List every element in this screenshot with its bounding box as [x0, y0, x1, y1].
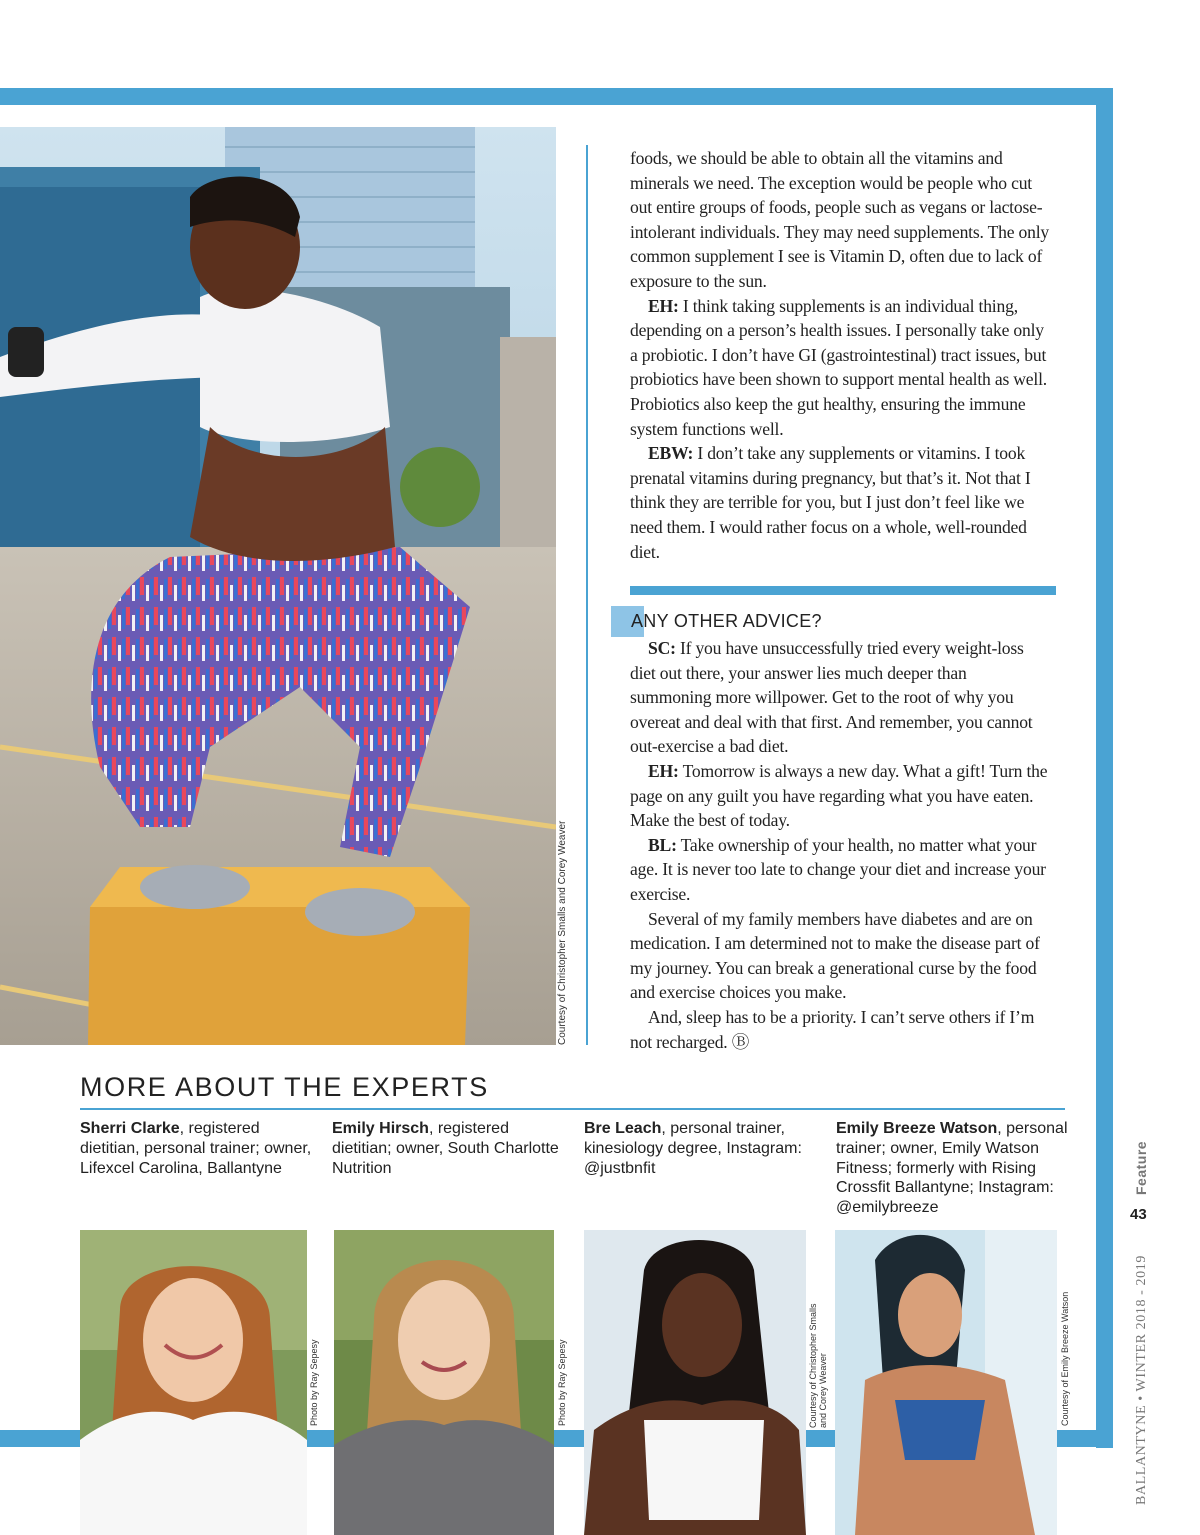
speaker-label: EBW: — [648, 443, 694, 464]
end-mark-icon: Ⓑ — [731, 1031, 750, 1052]
answer-text: Take ownership of your health, no matter what your age. It is never too late to change your diet and increase your exercise. — [630, 834, 1046, 904]
frame-top-bar — [0, 88, 1113, 105]
paragraph-continued: foods, we should be able to obtain all the vitamins and minerals we need. The exception would be people who cut out entire groups of foods, people such as vegans or lactose-intolerant individuals. They may need supplements. The only common supplement I see is Vitamin D, often due to lack of exposure to the sun. — [630, 148, 1050, 291]
paragraph-eh-supplements — [630, 294, 1050, 442]
main-photo-woman-squatting — [0, 127, 556, 1045]
expert-desc: , personal trainer, kinesiology degree, Instagram: @justbnfit — [584, 1120, 802, 1177]
answer-text: And, sleep has to be a priority. I can’t serve others if I’m not recharged. — [630, 1006, 1035, 1052]
headshot-credit — [808, 1303, 828, 1428]
column-rule — [586, 145, 588, 1045]
expert-name: Sherri Clarke — [80, 1120, 180, 1137]
expert-bio-emily-hirsch — [332, 1119, 564, 1178]
section-divider-bar — [630, 586, 1056, 595]
expert-desc: , personal trainer; owner, Emily Watson Fitness; formerly with Rising Crossfit Ballantyne; Instagram: @emilybreeze — [836, 1120, 1068, 1217]
expert-bio-emily-breeze-watson — [836, 1119, 1068, 1218]
experts-rule — [80, 1108, 1065, 1110]
article-top-block — [630, 146, 1050, 564]
headshot-emily-breeze-watson — [835, 1230, 1057, 1535]
headshot-credit-line-1: Courtesy of Christopher Smalls — [808, 1303, 818, 1428]
section-label: Feature — [1133, 1140, 1149, 1195]
expert-name: Emily Breeze Watson — [836, 1120, 998, 1137]
answer-text: I think taking supplements is an individual thing, depending on a person’s health issues. I personally take only a probiotic. I don’t have GI (gastrointestinal) tract issues, but probiotics have been shown to support mental health as well. Probiotics also keep the gut healthy, ensuring the immune system functions well. — [630, 295, 1047, 439]
headshot-credit: Photo by Ray Sepesy — [309, 1339, 319, 1426]
speaker-label: EH: — [648, 295, 679, 316]
speaker-label: BL: — [648, 834, 677, 855]
paragraph-ebw-supplements — [630, 441, 1050, 564]
experts-heading: MORE ABOUT THE EXPERTS — [80, 1072, 489, 1102]
expert-name: Bre Leach — [584, 1120, 662, 1137]
answer-text: If you have unsuccessfully tried every weight-loss diet out there, your answer lies much deeper than summoning more willpower. Get to the root of why you overeat and deal with that first. And remember, you cannot out-exercise a bad diet. — [630, 638, 1033, 757]
paragraph-eh-advice — [630, 759, 1050, 833]
question-heading: ANY OTHER ADVICE? — [631, 611, 822, 631]
headshot-credit-line-2: and Corey Weaver — [818, 1353, 828, 1428]
page-number: 43 — [1130, 1206, 1147, 1223]
expert-bio-bre-leach — [584, 1119, 816, 1178]
paragraph-bl-family: Several of my family members have diabetes and are on medication. I am determined not to make the disease part of my journey. You can break a generational curse by the food and exercise choices you make. — [630, 908, 1040, 1003]
speaker-label: SC: — [648, 638, 676, 658]
expert-desc: , registered dietitian, personal trainer; owner, Lifexcel Carolina, Ballantyne — [80, 1120, 312, 1177]
paragraph-bl-advice — [630, 833, 1050, 907]
expert-name: Emily Hirsch — [332, 1120, 429, 1137]
answer-text: Tomorrow is always a new day. What a gift! Turn the page on any guilt you have regarding what you have eaten. Make the best of today. — [630, 760, 1048, 831]
frame-right-bar — [1096, 88, 1113, 1448]
speaker-label: EH: — [648, 760, 679, 781]
expert-desc: , registered dietitian; owner, South Charlotte Nutrition — [332, 1120, 559, 1177]
paragraph-sc-advice — [630, 636, 1050, 759]
headshot-credit: Courtesy of Emily Breeze Watson — [1060, 1291, 1070, 1426]
headshot-emily-hirsch — [334, 1230, 554, 1535]
paragraph-bl-sleep — [630, 1005, 1050, 1054]
publication-issue: BALLANTYNE • WINTER 2018 - 2019 — [1134, 1255, 1149, 1505]
main-photo-credit: Courtesy of Christopher Smalls and Corey Weaver — [557, 820, 568, 1045]
article-bottom-block — [630, 636, 1050, 1054]
answer-text: I don’t take any supplements or vitamins. I took prenatal vitamins during pregnancy, but that’s it. Not that I think they are terrible for you, but I just don’t feel like we need them. I would rather focus on a whole, well-rounded diet. — [630, 443, 1031, 562]
expert-bio-sherri-clarke — [80, 1119, 312, 1178]
headshot-bre-leach — [584, 1230, 806, 1535]
headshot-credit: Photo by Ray Sepesy — [557, 1339, 567, 1426]
headshot-sherri-clarke — [80, 1230, 307, 1535]
